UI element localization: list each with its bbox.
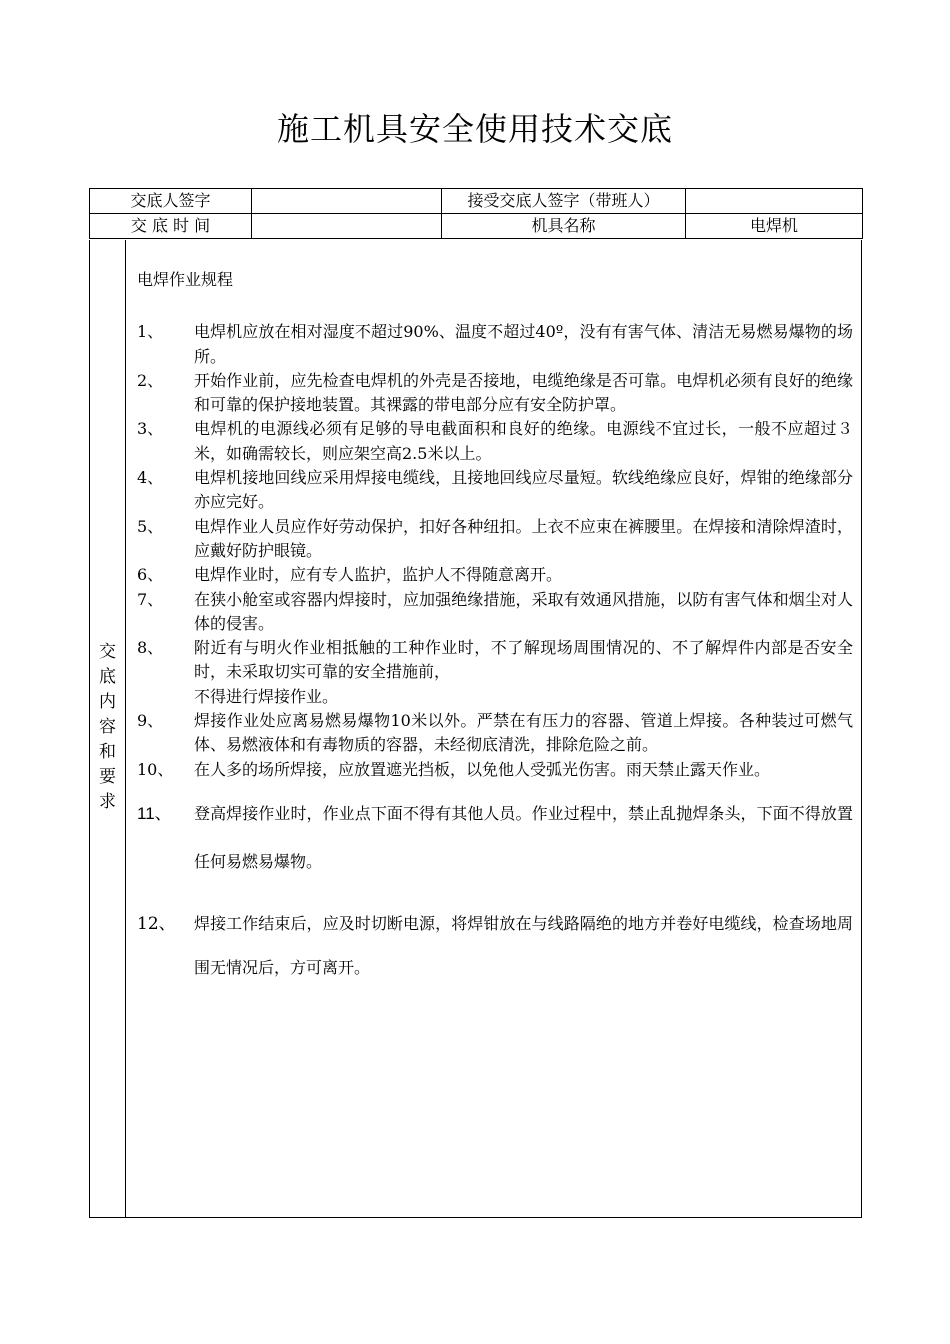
header-row-signature xyxy=(90,189,863,214)
side-char: 和 xyxy=(99,742,116,762)
rule-text: 在人多的场所焊接，应放置遮光挡板，以免他人受弧光伤害。雨天禁止露天作业。 xyxy=(194,759,771,779)
rule-number: 9、 xyxy=(137,711,164,731)
rule-text: 焊接工作结束后，应及时切断电源，将焊钳放在与线路隔绝的地方并卷好电缆线，检查场地周围无情况后，方可离开。 xyxy=(194,913,853,977)
rule-item xyxy=(137,417,853,466)
rule-text: 开始作业前，应先检查电焊机的外壳是否接地，电缆绝缘是否可靠。电焊机必须有良好的绝缘和可靠的保护接地装置。其裸露的带电部分应有安全防护罩。 xyxy=(194,370,853,415)
side-char: 要 xyxy=(99,767,116,787)
rule-item xyxy=(137,790,853,886)
briefing-content-box xyxy=(89,240,862,1218)
rule-item xyxy=(137,320,853,369)
rule-item xyxy=(137,563,853,587)
side-char: 内 xyxy=(99,692,116,712)
rule-text: 电焊机的电源线必须有足够的导电截面积和良好的绝缘。电源线不宜过长，一般不应超过３米，如确需较长，则应架空高2.5米以上。 xyxy=(194,419,853,463)
rule-item xyxy=(137,636,853,709)
rule-item xyxy=(137,369,853,418)
rule-item xyxy=(137,709,853,758)
equipment-name-value: 电焊机 xyxy=(686,214,863,239)
rule-text: 电焊作业时，应有专人监护，监护人不得随意离开。 xyxy=(194,565,563,585)
rule-item xyxy=(137,515,853,564)
receiver-signature-field[interactable] xyxy=(686,189,863,214)
header-table xyxy=(89,188,863,239)
page-title: 施工机具安全使用技术交底 xyxy=(276,110,673,148)
rule-number: 4、 xyxy=(137,468,164,488)
rule-text xyxy=(194,636,853,709)
rule-text: 电焊作业人员应作好劳动保护，扣好各种纽扣。上衣不应束在裤腰里。在焊接和清除焊渣时，应戴好防护眼镜。 xyxy=(194,516,853,560)
rule-number: 5、 xyxy=(137,516,164,536)
rule-text-line: 附近有与明火作业相抵触的工种作业时，不了解现场周围情况的、不了解焊件内部是否安全时，未采取切实可靠的安全措施前， xyxy=(194,638,853,682)
rule-number: 7、 xyxy=(137,589,164,609)
rule-number: 8、 xyxy=(137,638,164,658)
rule-text: 电焊机应放在相对湿度不超过90%、温度不超过40º，没有有害气体、清洁无易燃易爆物的场所。 xyxy=(194,322,853,366)
rule-item xyxy=(137,758,853,782)
rule-text: 登高焊接作业时，作业点下面不得有其他人员。作业过程中，禁止乱抛焊条头，下面不得放置任何易燃易爆物。 xyxy=(194,803,853,871)
receiver-signature-label: 接受交底人签字（带班人） xyxy=(442,189,686,214)
rule-number: 10、 xyxy=(137,759,174,779)
rule-item xyxy=(137,902,853,990)
side-char: 求 xyxy=(99,792,116,812)
side-char: 容 xyxy=(99,717,116,737)
side-char: 底 xyxy=(99,667,116,687)
side-column xyxy=(90,240,126,1217)
rule-number: 3、 xyxy=(137,419,164,439)
rule-number: 2、 xyxy=(137,370,164,390)
rule-item xyxy=(137,588,853,637)
briefing-time-label: 交 底 时 间 xyxy=(90,214,252,239)
rules-heading: 电焊作业规程 xyxy=(137,270,234,289)
rule-text: 焊接作业处应离易燃易爆物10米以外。严禁在有压力的容器、管道上焊接。各种装过可燃气体、易燃液体和有毒物质的容器，未经彻底清洗，排除危险之前。 xyxy=(194,711,853,755)
rules-content xyxy=(137,268,853,990)
briefer-signature-field[interactable] xyxy=(252,189,442,214)
rule-number: 1、 xyxy=(137,322,164,342)
rule-text: 在狭小舱室或容器内焊接时，应加强绝缘措施，采取有效通风措施，以防有害气体和烟尘对人体的侵害。 xyxy=(194,589,853,633)
rule-number: 12、 xyxy=(137,913,176,934)
rule-number: 6、 xyxy=(137,565,164,585)
rule-text: 电焊机接地回线应采用焊接电缆线，且接地回线应尽量短。软线绝缘应良好，焊钳的绝缘部分亦应完好。 xyxy=(194,468,853,512)
side-label xyxy=(90,640,125,815)
rule-item xyxy=(137,466,853,515)
header-row-time xyxy=(90,214,863,239)
rule-number: 11、 xyxy=(137,803,172,823)
rule-text-line: 不得进行焊接作业。 xyxy=(194,686,339,706)
briefing-time-field[interactable] xyxy=(252,214,442,239)
side-char: 交 xyxy=(99,642,116,662)
equipment-name-label: 机具名称 xyxy=(442,214,686,239)
briefer-signature-label: 交底人签字 xyxy=(90,189,252,214)
